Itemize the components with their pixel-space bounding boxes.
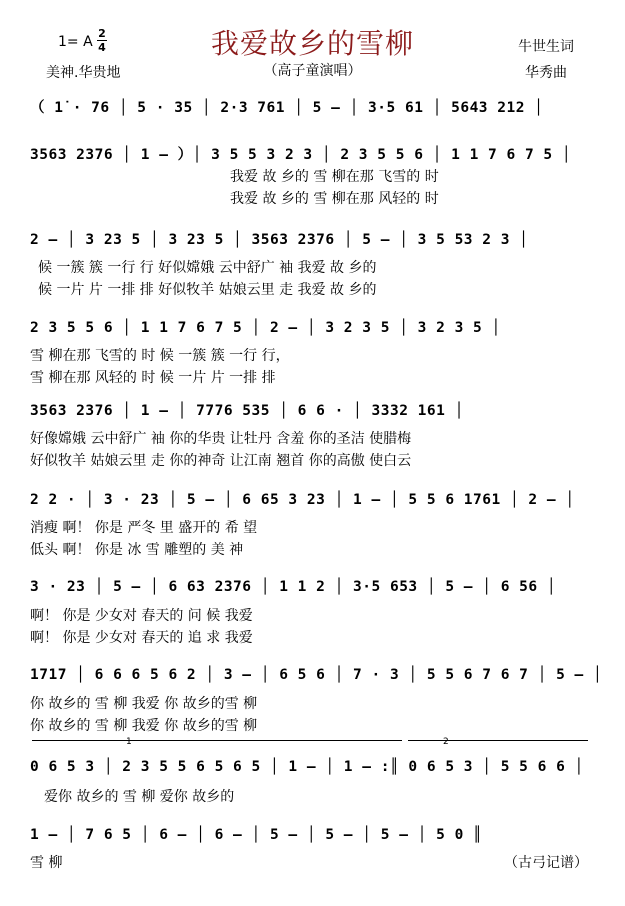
score-line-10: 1 – │ 7 6 5 │ 6 – │ 6 – │ 5 – │ 5 – │ 5 – │ 5 0 ║ [30,827,483,843]
lyrics-line-9-verse-1: 爱你 故乡的 雪 柳 爱你 故乡的 [44,789,235,805]
lyrics-line-8-verse-1: 你 故乡的 雪 柳 我爱 你 故乡的雪 柳 [30,696,258,712]
lyrics-line-6-verse-2: 低头 啊！ 你是 冰 雪 雕塑的 美 神 [30,542,244,558]
time-signature [97,28,107,53]
song-title: 我爱故乡的雪柳 [210,27,414,60]
transcriber-credit: （古弓记谱） [504,855,588,871]
lyrics-line-4-verse-2: 雪 柳在那 风轻的 时 候 一片 片 一排 排 [30,370,276,386]
volta-number-2: 2 [443,737,449,747]
lyricist-credit: 牛世生词 [518,39,574,55]
score-line-3: 2 – │ 3 23 5 │ 3 23 5 │ 3563 2376 │ 5 – │ 3 5 53 2 3 │ [30,232,529,248]
lyrics-line-10-verse-1: 雪 柳 [30,855,63,871]
lyrics-line-8-verse-2: 你 故乡的 雪 柳 我爱 你 故乡的雪 柳 [30,718,258,734]
lyrics-line-3-verse-2: 候 一片 片 一排 排 好似牧羊 姑娘云里 走 我爱 故 乡的 [38,282,377,298]
key-signature: 1= A [58,34,93,50]
volta-number-1: 1 [126,737,132,747]
score-line-2: 3563 2376 │ 1 – ）│ 3 5 5 3 2 3 │ 2 3 5 5 6 │ 1 1 7 6 7 5 │ [30,147,572,163]
lyrics-line-7-verse-2: 啊！ 你是 少女对 春天的 追 求 我爱 [30,630,253,646]
singer-credit: 美神.华贵地 [46,65,121,81]
lyrics-line-7-verse-1: 啊！ 你是 少女对 春天的 问 候 我爱 [30,608,253,624]
lyrics-line-3-verse-1: 候 一簇 簇 一行 行 好似嫦娥 云中舒广 袖 我爱 故 乡的 [38,260,377,276]
time-bottom: 4 [98,41,106,54]
volta-bracket-1 [32,740,402,749]
score-line-8: 1717 │ 6 6 6 5 6 2 │ 3 – │ 6 5 6 │ 7 · 3 │ 5 5 6 7 6 7 │ 5 – │ [30,667,603,683]
performer-subtitle: （高子童演唱） [263,63,362,79]
volta-bracket-2 [408,740,588,749]
lyrics-line-4-verse-1: 雪 柳在那 飞雪的 时 候 一簇 簇 一行 行， [30,348,290,364]
score-line-6: 2 2 · │ 3 · 23 │ 5 – │ 6 65 3 23 │ 1 – │ 5 5 6 1761 │ 2 – │ [30,492,575,508]
lyrics-line-5-verse-2: 好似牧羊 姑娘云里 走 你的神奇 让江南 翘首 你的高傲 使白云 [30,453,412,469]
composer-credit: 华秀曲 [525,65,567,81]
lyrics-line-2-verse-1: 我爱 故 乡的 雪 柳在那 飞雪的 时 [230,169,439,185]
score-line-5: 3563 2376 │ 1 – │ 7776 535 │ 6 6 · │ 3332 161 │ [30,403,464,419]
lyrics-line-2-verse-2: 我爱 故 乡的 雪 柳在那 风轻的 时 [230,191,439,207]
lyrics-line-5-verse-1: 好像嫦娥 云中舒广 袖 你的华贵 让牡丹 含羞 你的圣洁 使腊梅 [30,431,412,447]
score-line-4: 2 3 5 5 6 │ 1 1 7 6 7 5 │ 2 – │ 3 2 3 5 │ 3 2 3 5 │ [30,320,501,336]
score-line-9: 0 6 5 3 │ 2 3 5 5 6 5 6 5 │ 1 – │ 1 – :║ 0 6 5 3 │ 5 5 6 6 │ [30,759,584,775]
score-line-7: 3 · 23 │ 5 – │ 6 63 2376 │ 1 1 2 │ 3·5 653 │ 5 – │ 6 56 │ [30,579,557,595]
score-line-1: （ 1̇ · 76 │ 5 · 35 │ 2·3 761 │ 5 – │ 3·5 61 │ 5643 212 │ [30,100,544,116]
lyrics-line-6-verse-1: 消瘦 啊！ 你是 严冬 里 盛开的 希 望 [30,520,258,536]
time-top: 2 [98,27,106,40]
